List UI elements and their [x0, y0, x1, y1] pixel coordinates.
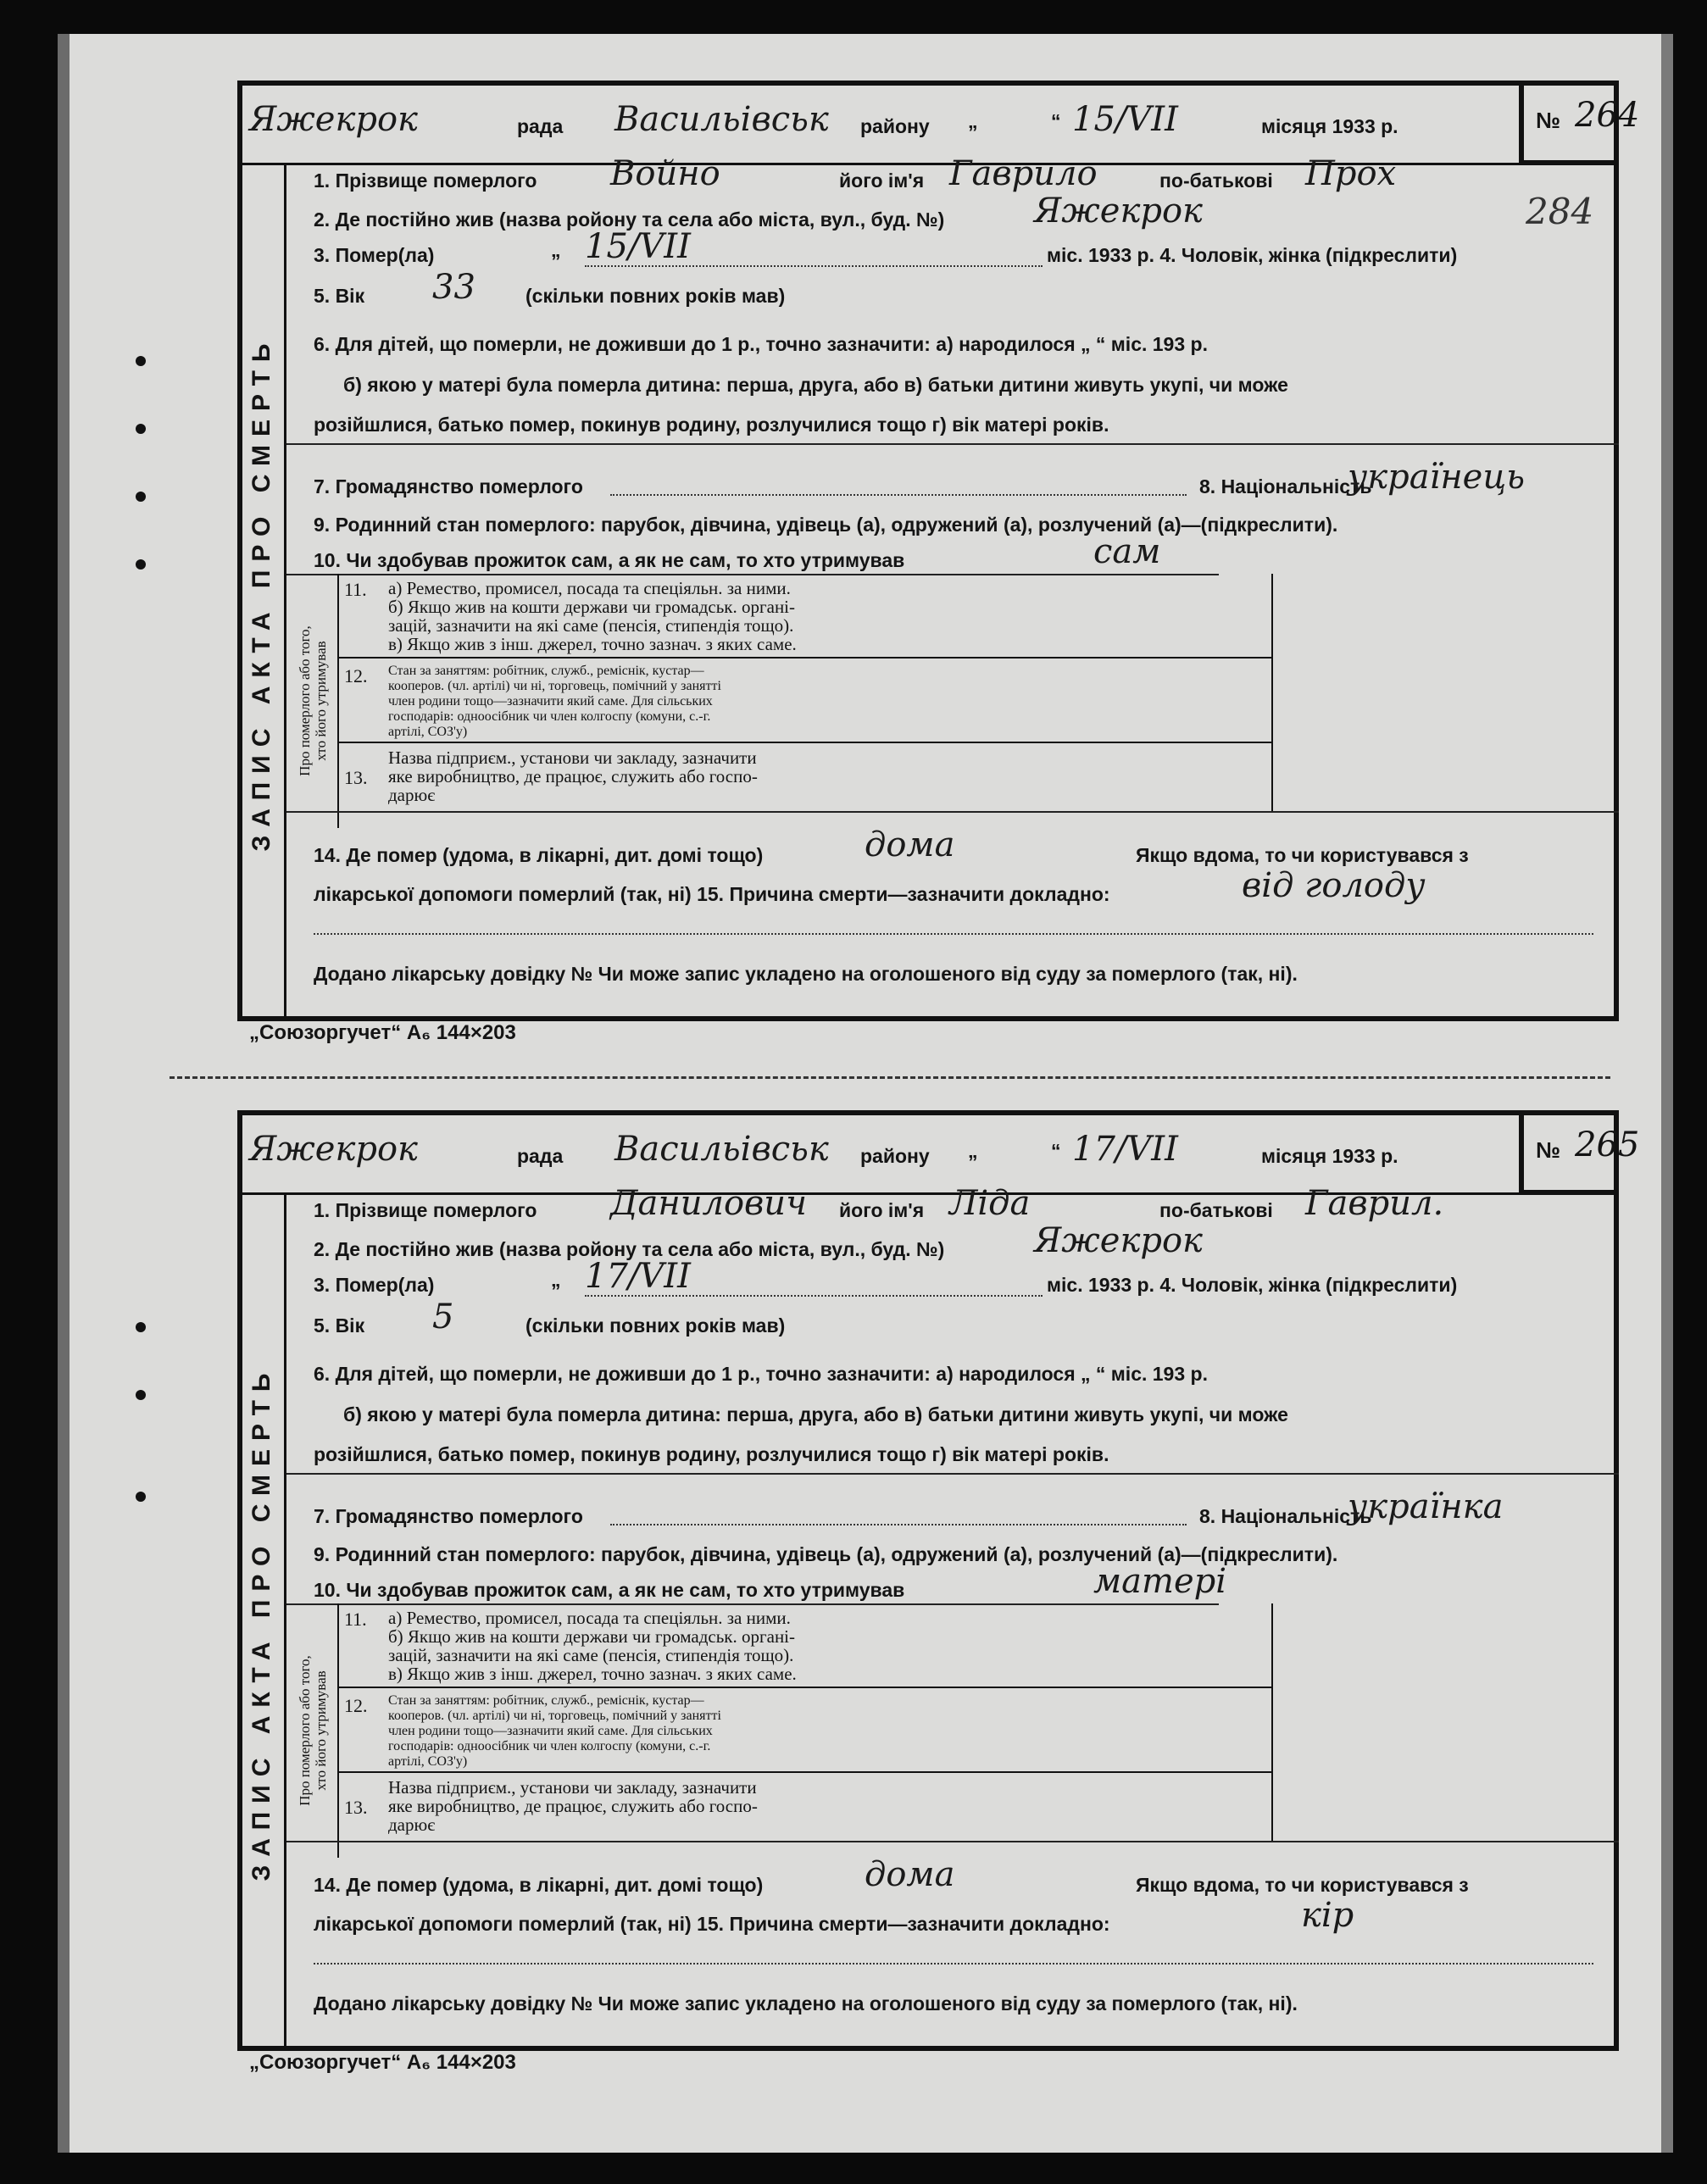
grid-row-12	[339, 659, 1271, 743]
margin-number: 284	[1526, 191, 1594, 232]
grid-rows	[339, 574, 1271, 828]
fill-line	[610, 494, 1187, 496]
children-info-a: 6. Для дітей, що померли, не доживши до 1 р., точно зазначити: а) народилося „ “ міс. 193 р.	[314, 1363, 1208, 1385]
death-date-label: 3. Помер(ла)	[314, 244, 435, 266]
row-text: артілі, СОЗ'у)	[388, 1754, 468, 1769]
record-number: 264	[1575, 96, 1640, 135]
punch-hole	[136, 1390, 146, 1400]
row-number: 11.	[344, 1609, 367, 1630]
district-value: Васильівськ	[614, 100, 829, 139]
grid-row-12	[339, 1688, 1271, 1773]
surname-label: 1. Прізвище померлого	[314, 1199, 537, 1221]
grid-side-label	[297, 625, 329, 776]
citizenship-label: 7. Громадянство померлого	[314, 1505, 583, 1527]
section-divider	[286, 443, 1619, 445]
record-number-box	[1519, 81, 1640, 165]
header-date-value: 17/VII	[1072, 1130, 1178, 1169]
age-suffix: (скільки повних років мав)	[525, 1314, 786, 1337]
death-year-sex-label: міс. 1933 р. 4. Чоловік, жінка (підкреслити)	[1047, 1274, 1458, 1296]
support-value: матері	[1093, 1562, 1227, 1601]
open-quote: „	[968, 110, 978, 132]
row-text: б) Якщо жив на кошти держави чи громадськ. органі-	[388, 597, 796, 617]
row-text: дарює	[388, 785, 436, 805]
number-sign: №	[1536, 108, 1560, 133]
grid-side-label-column	[286, 1603, 339, 1858]
medical-help-label: Якщо вдома, то чи користувався з	[1136, 844, 1469, 866]
row-text: яке виробництво, де працює, служить або госпо-	[388, 1796, 758, 1816]
rada-label: рада	[517, 115, 564, 137]
support-label: 10. Чи здобував прожиток сам, а як не сам, то хто утримував	[314, 1579, 905, 1601]
patronymic-value: Гаврил.	[1305, 1184, 1444, 1223]
grid-bottom-border	[286, 1841, 1619, 1842]
surname-value: Войно	[610, 154, 720, 193]
row-text: в) Якщо жив з інш. джерел, точно зазнач. з яких саме.	[388, 1664, 797, 1684]
children-info-c: розійшлися, батько помер, покинув родину, розлучилися тощо г) вік матері років.	[314, 1443, 1109, 1465]
row-text: б) Якщо жив на кошти держави чи громадськ. органі-	[388, 1626, 796, 1647]
place-of-death-label: 14. Де помер (удома, в лікарні, дит. домі тощо)	[314, 844, 764, 866]
grid-bottom-border	[286, 811, 1619, 813]
quote-mark: „	[551, 1269, 561, 1291]
grid-row-11	[339, 1603, 1271, 1688]
age-value: 33	[432, 268, 475, 307]
first-name-value: Гаврило	[949, 154, 1098, 193]
row-number: 12.	[344, 665, 368, 686]
council-value: Яжекрок	[249, 1130, 418, 1169]
place-of-death-value: дома	[865, 1855, 955, 1894]
grid-right-border	[1271, 574, 1273, 811]
death-year-sex-label: міс. 1933 р. 4. Чоловік, жінка (підкреслити)	[1047, 244, 1458, 266]
council-value: Яжекрок	[249, 100, 418, 139]
fill-line	[610, 1524, 1187, 1525]
form-header	[237, 1110, 1519, 1195]
day-quote: “	[1051, 110, 1061, 132]
children-info-a: 6. Для дітей, що померли, не доживши до 1 р., точно зазначити: а) народилося „ “ міс. 193 р.	[314, 333, 1208, 355]
fill-line	[585, 1295, 1043, 1297]
number-sign: №	[1536, 1137, 1560, 1163]
age-label: 5. Вік	[314, 1314, 365, 1337]
row-text: зацій, зазначити на які саме (пенсія, стипендія тощо).	[388, 615, 794, 636]
month-year-label: місяця 1933 р.	[1261, 1145, 1398, 1167]
cause-of-death-value: кір	[1301, 1896, 1354, 1935]
day-quote: “	[1051, 1140, 1061, 1162]
row-text: Назва підприєм., установи чи закладу, зазначити	[388, 747, 757, 768]
medical-help-label: Якщо вдома, то чи користувався з	[1136, 1874, 1469, 1896]
row-text: кооперов. (чл. артілі) чи ні, торговець, помічний у занятті	[388, 679, 721, 693]
support-value: сам	[1093, 532, 1161, 571]
occupation-grid	[286, 574, 1619, 828]
district-value: Васильівськ	[614, 1130, 829, 1169]
fill-line	[314, 933, 1593, 935]
row-text: Стан за заняттям: робітник, служб., реміснік, кустар—	[388, 1693, 704, 1708]
grid-side-label-column	[286, 574, 339, 828]
patronymic-label: по-батькові	[1159, 169, 1273, 192]
cause-of-death-label: лікарської допомоги померлий (так, ні) 15. Причина смерти—зазначити докладно:	[314, 883, 1110, 905]
row-text: яке виробництво, де працює, служить або госпо-	[388, 766, 758, 786]
row-text: Назва підприєм., установи чи закладу, зазначити	[388, 1777, 757, 1798]
punch-hole	[136, 492, 146, 502]
punch-hole	[136, 1492, 146, 1502]
place-of-death-label: 14. Де помер (удома, в лікарні, дит. домі тощо)	[314, 1874, 764, 1896]
occupation-grid	[286, 1603, 1619, 1858]
residence-value: Яжекрок	[1034, 1221, 1203, 1260]
death-record-form-1	[237, 81, 1640, 1055]
row-text: господарів: одноосібник чи член колгоспу (комуни, с.-г.	[388, 709, 711, 724]
first-name-value: Ліда	[949, 1184, 1031, 1223]
children-info-b: б) якою у матері була померла дитина: перша, друга, або в) батьки дитини живуть укупі, чи може	[343, 374, 1288, 396]
rada-label: рада	[517, 1145, 564, 1167]
residence-label: 2. Де постійно жив (назва ройону та села або міста, вул., буд. №)	[314, 1238, 945, 1260]
form-footer: „Союзоргучет“ А₆ 144×203	[249, 1021, 516, 1044]
record-number-box	[1519, 1110, 1640, 1195]
page-right-edge	[1661, 34, 1673, 2153]
row-text: зацій, зазначити на які саме (пенсія, стипендія тощо).	[388, 1645, 794, 1665]
form-footer: „Союзоргучет“ А₆ 144×203	[249, 2051, 516, 2074]
grid-row-13	[339, 1773, 1271, 1841]
page-left-edge	[58, 34, 70, 2153]
row-text: артілі, СОЗ'у)	[388, 725, 468, 739]
place-of-death-value: дома	[865, 825, 955, 864]
side-title-column	[237, 1195, 286, 2051]
age-value: 5	[432, 1298, 454, 1337]
nationality-value: українка	[1348, 1487, 1504, 1526]
month-year-label: місяця 1933 р.	[1261, 115, 1398, 137]
nationality-label: 8. Національність	[1199, 1505, 1372, 1527]
fill-line	[314, 1963, 1593, 1964]
cause-of-death-value: від голоду	[1242, 866, 1426, 905]
punch-hole	[136, 356, 146, 366]
row-text: а) Ремество, промисел, посада та спеціяльн. за ними.	[388, 1608, 791, 1628]
row-text: кооперов. (чл. артілі) чи ні, торговець, помічний у занятті	[388, 1709, 721, 1723]
row-text: в) Якщо жив з інш. джерел, точно зазнач. з яких саме.	[388, 634, 797, 654]
section-divider	[286, 1473, 1619, 1475]
row-number: 12.	[344, 1695, 368, 1716]
cause-of-death-label: лікарської допомоги померлий (так, ні) 15. Причина смерти—зазначити докладно:	[314, 1913, 1110, 1935]
punch-hole	[136, 424, 146, 434]
grid-side-label-line: хто його утримував	[313, 641, 329, 761]
support-label: 10. Чи здобував прожиток сам, а як не сам, то хто утримував	[314, 549, 905, 571]
surname-label: 1. Прізвище померлого	[314, 169, 537, 192]
row-text: Стан за заняттям: робітник, служб., реміснік, кустар—	[388, 664, 704, 678]
nationality-value: українець	[1348, 458, 1526, 497]
row-number: 13.	[344, 1797, 368, 1818]
grid-side-label-line: Про померлого або того,	[297, 625, 313, 776]
medical-certificate-label: Додано лікарську довідку № Чи може запис укладено на оголошеного від суду за померлого (так, ні).	[314, 1992, 1298, 2015]
nationality-label: 8. Національність	[1199, 475, 1372, 497]
row-text: а) Ремество, промисел, посада та спеціяльн. за ними.	[388, 578, 791, 598]
patronymic-value: Прох	[1305, 154, 1397, 193]
side-title: ЗАПИС АКТА ПРО СМЕРТЬ	[247, 1364, 275, 1881]
grid-side-label-line: хто його утримував	[313, 1670, 329, 1791]
medical-certificate-label: Додано лікарську довідку № Чи може запис укладено на оголошеного від суду за померлого (так, ні).	[314, 963, 1298, 985]
patronymic-label: по-батькові	[1159, 1199, 1273, 1221]
grid-rows	[339, 1603, 1271, 1858]
row-text: дарює	[388, 1814, 436, 1835]
punch-hole	[136, 559, 146, 570]
residence-value: Яжекрок	[1034, 192, 1203, 231]
record-number: 265	[1575, 1125, 1640, 1164]
row-text: член родини тощо—зазначити який саме. Для сільських	[388, 1724, 713, 1738]
age-label: 5. Вік	[314, 285, 365, 307]
grid-side-label-line: Про померлого або того,	[297, 1655, 313, 1806]
marital-status-label: 9. Родинний стан померлого: парубок, дівчина, удівець (а), одружений (а), розлучений (а)—(підкреслити).	[314, 514, 1338, 536]
death-date-label: 3. Помер(ла)	[314, 1274, 435, 1296]
punch-hole	[136, 1322, 146, 1332]
cut-line	[170, 1076, 1610, 1079]
death-date-value: 15/VII	[585, 227, 691, 266]
first-name-label: його ім'я	[839, 169, 925, 192]
row-text: член родини тощо—зазначити який саме. Для сільських	[388, 694, 713, 709]
side-title: ЗАПИС АКТА ПРО СМЕРТЬ	[247, 335, 275, 852]
fill-line	[585, 265, 1043, 267]
row-text: господарів: одноосібник чи член колгоспу (комуни, с.-г.	[388, 1739, 711, 1753]
grid-row-13	[339, 743, 1271, 811]
citizenship-label: 7. Громадянство померлого	[314, 475, 583, 497]
quote-mark: „	[551, 239, 561, 261]
residence-label: 2. Де постійно жив (назва ройону та села або міста, вул., буд. №)	[314, 208, 945, 231]
death-record-form-2	[237, 1110, 1640, 2085]
row-number: 11.	[344, 579, 367, 600]
first-name-label: його ім'я	[839, 1199, 925, 1221]
grid-row-11	[339, 574, 1271, 659]
side-title-column	[237, 165, 286, 1021]
form-header	[237, 81, 1519, 165]
age-suffix: (скільки повних років мав)	[525, 285, 786, 307]
death-date-value: 17/VII	[585, 1257, 691, 1296]
header-date-value: 15/VII	[1072, 100, 1178, 139]
grid-side-label	[297, 1655, 329, 1806]
district-label: району	[860, 1145, 930, 1167]
surname-value: Данилович	[610, 1184, 807, 1223]
district-label: району	[860, 115, 930, 137]
children-info-c: розійшлися, батько помер, покинув родину, розлучилися тощо г) вік матері років.	[314, 414, 1109, 436]
grid-right-border	[1271, 1603, 1273, 1841]
children-info-b: б) якою у матері була померла дитина: перша, друга, або в) батьки дитини живуть укупі, чи може	[343, 1403, 1288, 1425]
marital-status-label: 9. Родинний стан померлого: парубок, дівчина, удівець (а), одружений (а), розлучений (а)—(підкреслити).	[314, 1543, 1338, 1565]
open-quote: „	[968, 1140, 978, 1162]
row-number: 13.	[344, 767, 368, 788]
